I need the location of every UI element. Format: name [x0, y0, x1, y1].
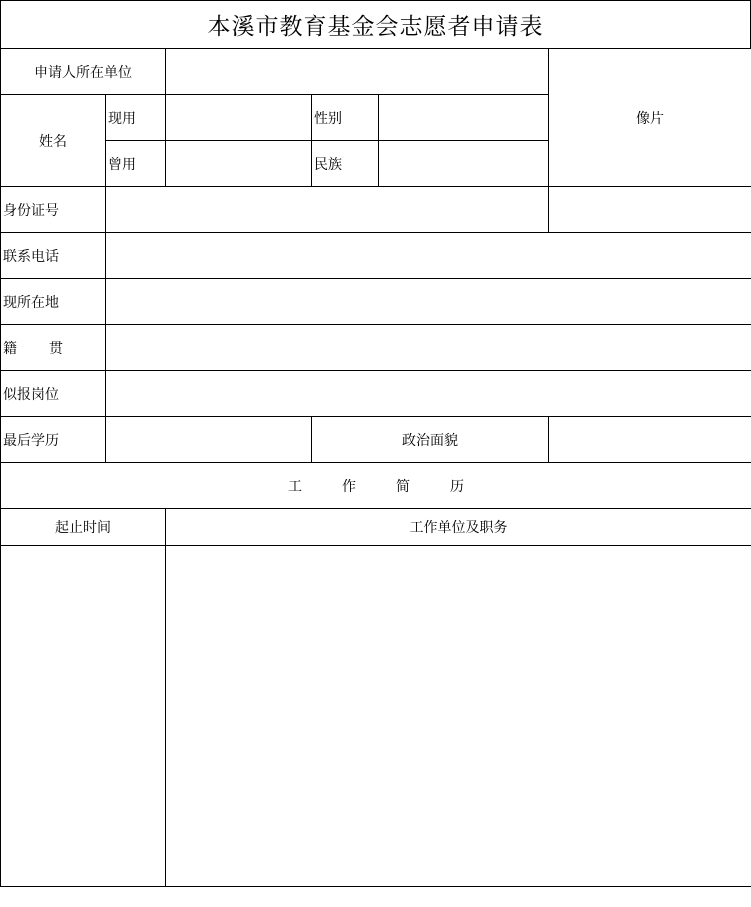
id-number-field[interactable]	[106, 187, 549, 233]
gender-field[interactable]	[379, 95, 549, 141]
phone-label: 联系电话	[1, 233, 106, 279]
period-field[interactable]	[1, 546, 166, 887]
resume-header	[1, 463, 751, 509]
applicant-unit-label: 申请人所在单位	[1, 49, 166, 95]
name-label: 姓名	[1, 95, 106, 187]
ethnicity-label: 民族	[312, 141, 379, 187]
name-former-label: 曾用	[106, 141, 166, 187]
name-former-field[interactable]	[166, 141, 312, 187]
native-place-label	[1, 325, 106, 371]
form-title: 本溪市教育基金会志愿者申请表	[0, 0, 751, 49]
education-label: 最后学历	[1, 417, 106, 463]
resume-char-1: 工	[288, 478, 303, 495]
resume-char-3: 简	[396, 478, 411, 495]
name-current-field[interactable]	[166, 95, 312, 141]
work-unit-duty-header: 工作单位及职务	[166, 509, 751, 546]
current-location-field[interactable]	[106, 279, 751, 325]
applicant-unit-field[interactable]	[166, 49, 549, 95]
gender-label: 性别	[312, 95, 379, 141]
native-place-field[interactable]	[106, 325, 751, 371]
photo-bottom-spacer	[549, 187, 751, 233]
resume-char-4: 历	[450, 478, 465, 495]
education-field[interactable]	[106, 417, 312, 463]
current-location-label: 现所在地	[1, 279, 106, 325]
political-status-label: 政治面貌	[312, 417, 549, 463]
native-place-label-2: 贯	[49, 340, 63, 357]
ethnicity-field[interactable]	[379, 141, 549, 187]
political-status-field[interactable]	[549, 417, 751, 463]
resume-char-2: 作	[342, 478, 357, 495]
photo-cell[interactable]: 像片	[549, 49, 751, 187]
work-unit-duty-field[interactable]	[166, 546, 751, 887]
position-label: 似报岗位	[1, 371, 106, 417]
phone-field[interactable]	[106, 233, 751, 279]
native-place-label-1: 籍	[3, 340, 17, 357]
position-field[interactable]	[106, 371, 751, 417]
form-table	[0, 48, 751, 887]
id-number-label: 身份证号	[1, 187, 106, 233]
period-header: 起止时间	[1, 509, 166, 546]
name-current-label: 现用	[106, 95, 166, 141]
